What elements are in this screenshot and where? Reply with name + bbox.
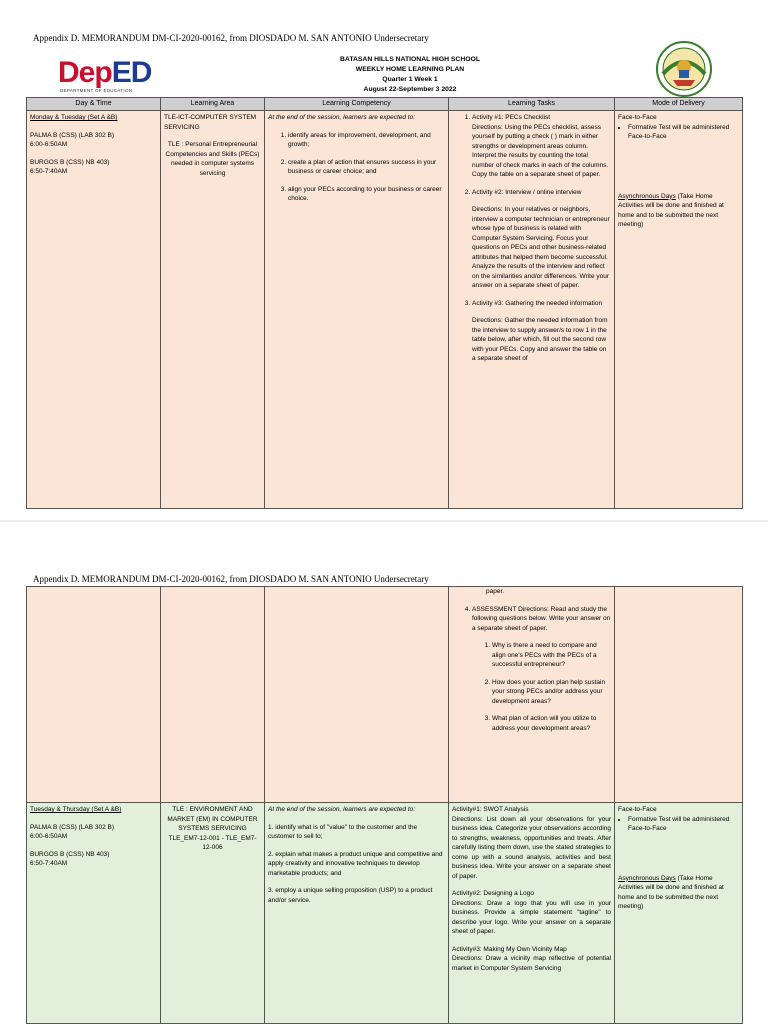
day-title: Tuesday & Thursday (Set A &B) bbox=[30, 806, 122, 813]
col-header-learning-tasks: Learning Tasks bbox=[449, 98, 615, 111]
mode-bullet: • Formative Test will be administered Face-to-Face bbox=[628, 123, 739, 142]
schedule-line: BURGOS B (CSS) NB 403) bbox=[30, 850, 110, 858]
competency-item: 3. employ a unique selling proposition (USP) to a product and/or service. bbox=[268, 887, 433, 904]
task-title: Activity#3: Making My Own Vicinity Map bbox=[452, 945, 567, 953]
task-body: Directions: Draw a vicinity map reflective of potential market in Computer System Servicing bbox=[452, 955, 611, 972]
competency-item: 1. identify what is of "value" to the customer and the customer to sell to; bbox=[268, 823, 418, 840]
learning-plan-table-page-1 bbox=[26, 97, 743, 509]
deped-logo: DepED DEPARTMENT OF EDUCATION bbox=[58, 56, 152, 93]
task-title: Activity#1: SWOT Analysis bbox=[452, 806, 529, 813]
mode-of-delivery-cell bbox=[615, 587, 743, 803]
learning-competency-cell bbox=[265, 587, 449, 803]
task-body: Directions: In your relatives or neighbors, interview a computer technician or entrepreneur whose type of business is related with Computer System Servicing. Focus your questions on PECs and other business-related attributes that helped them become successful. Analyze the results of the interview and reflect on the similarities and/or differences. Write your answer on a separate sheet of paper. bbox=[472, 206, 610, 289]
page-2 bbox=[0, 522, 768, 1024]
col-header-learning-area: Learning Area bbox=[161, 98, 265, 111]
appendix-header: Appendix D. MEMORANDUM DM-CI-2020-00162, from DIOSDADO M. SAN ANTONIO Undersecretary bbox=[33, 574, 429, 584]
table-row bbox=[27, 111, 743, 509]
task-body: Directions: Gather the needed information from the interview to supply answer/s to row 1 in the table below, after which, fill out the second row with your PECs. Copy and answer the table on a separate sheet of bbox=[472, 317, 608, 362]
schedule-line: 6:50-7:40AM bbox=[30, 860, 68, 867]
question-item: 2. How does your action plan help sustain your strong PECs and/or address your development areas? bbox=[492, 678, 611, 707]
col-header-learning-competency: Learning Competency bbox=[265, 98, 449, 111]
async-note bbox=[618, 192, 739, 230]
learning-tasks-cell bbox=[449, 111, 615, 509]
task-continuation: paper. bbox=[486, 588, 505, 595]
day-time-cell bbox=[27, 111, 161, 509]
mode-title: Face-to-Face bbox=[618, 806, 657, 813]
learning-area-cell bbox=[161, 587, 265, 803]
async-note bbox=[618, 874, 739, 912]
learning-tasks-cell bbox=[449, 803, 615, 1024]
competency-item: 2. explain what makes a product unique and competitive and apply creativity and innovative techniques to develop marketable products; and bbox=[268, 850, 443, 877]
col-header-mode-of-delivery: Mode of Delivery bbox=[615, 98, 743, 111]
question-list bbox=[472, 641, 611, 733]
task-title: 2. Activity #2: Interview / online interview bbox=[472, 188, 582, 196]
mode-of-delivery-cell bbox=[615, 803, 743, 1024]
day-time-cell bbox=[27, 803, 161, 1024]
learning-competency-cell bbox=[265, 803, 449, 1024]
assessment-text: 4. ASSESSMENT Directions: Read and study the following questions below. Write your answer on a separate sheet of paper. bbox=[472, 605, 611, 632]
learning-tasks-cell bbox=[449, 587, 615, 803]
async-body: (Take Home Activities will be done and finished at home and to be submitted the next meeting) bbox=[618, 874, 724, 910]
learning-area-cell bbox=[161, 111, 265, 509]
competency-intro: At the end of the session, learners are expected to: bbox=[268, 114, 416, 121]
col-header-day-time: Day & Time bbox=[27, 98, 161, 111]
deped-logo-sub: DEPARTMENT OF EDUCATION bbox=[60, 88, 133, 93]
schedule-line: PALMA B (CSS) (LAB 302 B) bbox=[30, 131, 115, 139]
mode-title: Face-to-Face bbox=[618, 114, 657, 121]
school-name: BATASAN HILLS NATIONAL HIGH SCHOOL bbox=[340, 56, 480, 63]
async-title: Asynchronous Days bbox=[618, 192, 676, 200]
task-body: Directions: Using the PECs checklist, assess yourself by putting a check ( ) mark in either strengths or development areas column. Interpret the results by counting the total number of check marks in each of the columns. Copy the table on a separate sheet of paper. bbox=[472, 123, 609, 178]
task-title: 1. Activity #1: PECs Checklist bbox=[472, 114, 551, 121]
task-title: 3. Activity #3: Gathering the needed information bbox=[472, 299, 603, 307]
task-body: Directions: List down all your observations for your business idea. Categorize your observations according to strengths, weakness, opportunities and treats. After carefully listing them down, use the stated strategies to come up with a sound analysis, activities and best business idea. Write your answer on a separate sheet of paper. bbox=[452, 815, 611, 880]
schedule-line: 6:50-7:40AM bbox=[30, 168, 68, 175]
question-item: 3. What plan of action will you utilize to address your development areas? bbox=[492, 714, 611, 733]
task-item bbox=[472, 188, 611, 291]
quarter-week: Quarter 1 Week 1 bbox=[382, 76, 438, 83]
task-item bbox=[472, 113, 611, 180]
schedule-line: 6:00-6:50AM bbox=[30, 141, 68, 148]
school-header bbox=[300, 55, 520, 95]
competency-list bbox=[268, 131, 445, 204]
schedule-line: 6:00-6:50AM bbox=[30, 833, 68, 840]
task-title: Activity#2: Designing a Logo bbox=[452, 890, 535, 897]
question-item: 1. Why is there a need to compare and align one's PECs with the PECs of a successful entrepreneur? bbox=[492, 641, 611, 670]
school-seal-icon bbox=[655, 40, 713, 98]
table-row bbox=[27, 803, 743, 1024]
task-item bbox=[472, 299, 611, 364]
async-body: (Take Home Activities will be done and finished at home and to be submitted the next meeting) bbox=[618, 192, 724, 228]
assessment-item bbox=[472, 605, 611, 734]
competency-item: 2. create a plan of action that ensures success in your business or career choice; and bbox=[288, 158, 445, 177]
learning-area-title: TLE-ICT-COMPUTER SYSTEM SERVICING bbox=[164, 114, 257, 131]
schedule-line: BURGOS B (CSS) NB 403) bbox=[30, 158, 110, 166]
table-header-row bbox=[27, 98, 743, 111]
table-row bbox=[27, 587, 743, 803]
schedule-line: PALMA B (CSS) (LAB 302 B) bbox=[30, 823, 115, 831]
learning-plan-table-page-2 bbox=[26, 586, 743, 1024]
competency-item: 1. identify areas for improvement, development, and growth; bbox=[288, 131, 445, 150]
mode-of-delivery-cell bbox=[615, 111, 743, 509]
learning-area-cell bbox=[161, 803, 265, 1024]
day-time-cell bbox=[27, 587, 161, 803]
mode-bullet: • Formative Test will be administered Face-to-Face bbox=[628, 815, 739, 834]
appendix-header: Appendix D. MEMORANDUM DM-CI-2020-00162, from DIOSDADO M. SAN ANTONIO Undersecretary bbox=[33, 33, 429, 43]
task-list bbox=[452, 113, 611, 364]
learning-area-desc: TLE : Personal Entrepreneurial Competencies and Skills (PECs) needed in computer systems servicing bbox=[165, 141, 260, 177]
learning-competency-cell bbox=[265, 111, 449, 509]
day-title: Monday & Tuesday (Set A &B) bbox=[30, 114, 118, 121]
async-title: Asynchronous Days bbox=[618, 874, 676, 882]
learning-area-desc: TLE : ENVIRONMENT AND MARKET (EM) IN COMPUTER SYSTEMS SERVICING TLE_EM7-12-001 - TLE_EM7-12-006 bbox=[167, 806, 258, 851]
task-list bbox=[452, 605, 611, 734]
competency-intro: At the end of the session, learners are expected to: bbox=[268, 806, 416, 813]
plan-title: WEEKLY HOME LEARNING PLAN bbox=[355, 66, 465, 73]
date-range: August 22-September 3 2022 bbox=[363, 86, 457, 93]
competency-item: 3. align your PECs according to your business or career choice. bbox=[288, 185, 445, 204]
task-body: Directions: Draw a logo that you will use in your business. Provide a simple statement "tagline" to describe your logo. Write your answer on a separate sheet of paper. bbox=[452, 899, 611, 935]
